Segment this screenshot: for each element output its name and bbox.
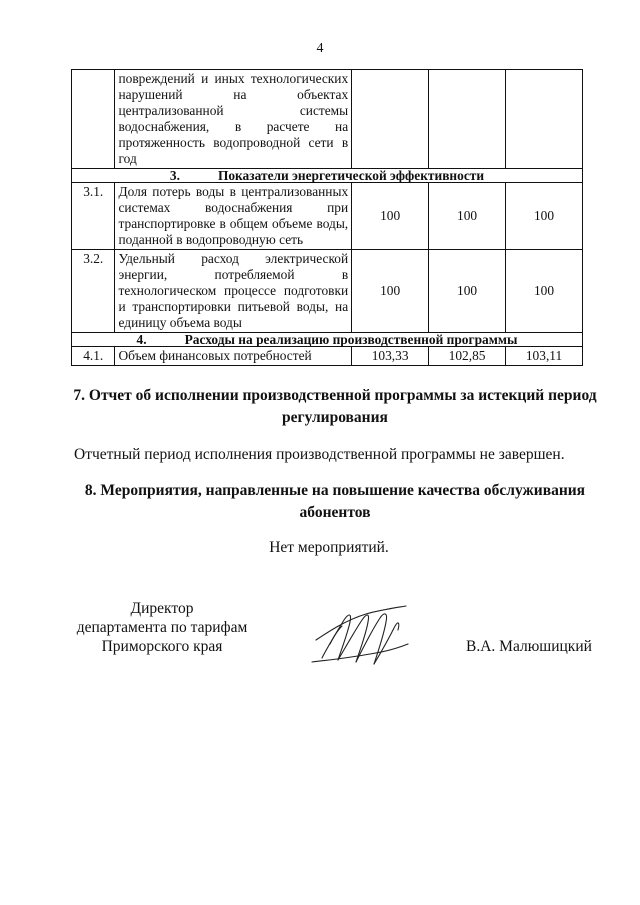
signatory-title [62,599,262,656]
row-number: 3.1. [72,183,115,250]
section-title: Показатели энергетической эффективности [217,168,485,183]
section-7-text: Отчетный период исполнения производственной программы не завершен. [74,446,565,463]
row-value-3 [506,70,583,169]
signatory-title-line: Приморского края [101,638,223,655]
table-row [72,183,583,250]
row-value-3: 100 [506,183,583,250]
section-header-row [72,169,583,183]
table-row [72,250,583,333]
row-description: повреждений и иных технологических нарушений на объектах централизованной системы водоснабжения, в расчете на протяженность водопроводной сети в год [115,70,352,169]
row-number [72,70,115,169]
section-8-text: Нет мероприятий. [269,539,389,556]
signatory-title-line: Директор [130,600,194,617]
row-number: 3.2. [72,250,115,333]
handwritten-signature [308,600,418,670]
signatory-title-line: департамента по тарифам [76,619,248,636]
page-number: 4 [316,41,324,56]
section-8-heading: 8. Мероприятия, направленные на повышение качества обслуживания абонентов [84,482,586,521]
indicators-table [71,69,583,366]
section-number: 3. [169,168,180,183]
row-value-1 [352,70,429,169]
row-description: Объем финансовых потребностей [115,347,352,366]
row-value-1: 100 [352,250,429,333]
section-number: 4. [136,332,147,347]
row-value-2: 100 [429,250,506,333]
row-value-1: 100 [352,183,429,250]
section-header-4 [72,333,583,347]
row-value-2: 100 [429,183,506,250]
section-title: Расходы на реализацию производственной программы [184,332,518,347]
section-header-3 [72,169,583,183]
section-7-heading: 7. Отчет об исполнении производственной программы за истекций период регулирования [73,387,597,426]
row-value-2: 102,85 [429,347,506,366]
signatory-name: В.А. Малюшицкий [466,638,592,655]
row-description: Удельный расход электрической энергии, потребляемой в технологическом процессе подготовки и транспортировки питьевой воды, на единицу объема воды [115,250,352,333]
row-value-2 [429,70,506,169]
table-row [72,70,583,169]
row-value-3: 100 [506,250,583,333]
row-description: Доля потерь воды в централизованных системах водоснабжения при транспортировке в общем объеме воды, поданной в водопроводную сеть [115,183,352,250]
row-value-1: 103,33 [352,347,429,366]
row-number: 4.1. [72,347,115,366]
table-row [72,347,583,366]
row-value-3: 103,11 [506,347,583,366]
section-header-row [72,333,583,347]
